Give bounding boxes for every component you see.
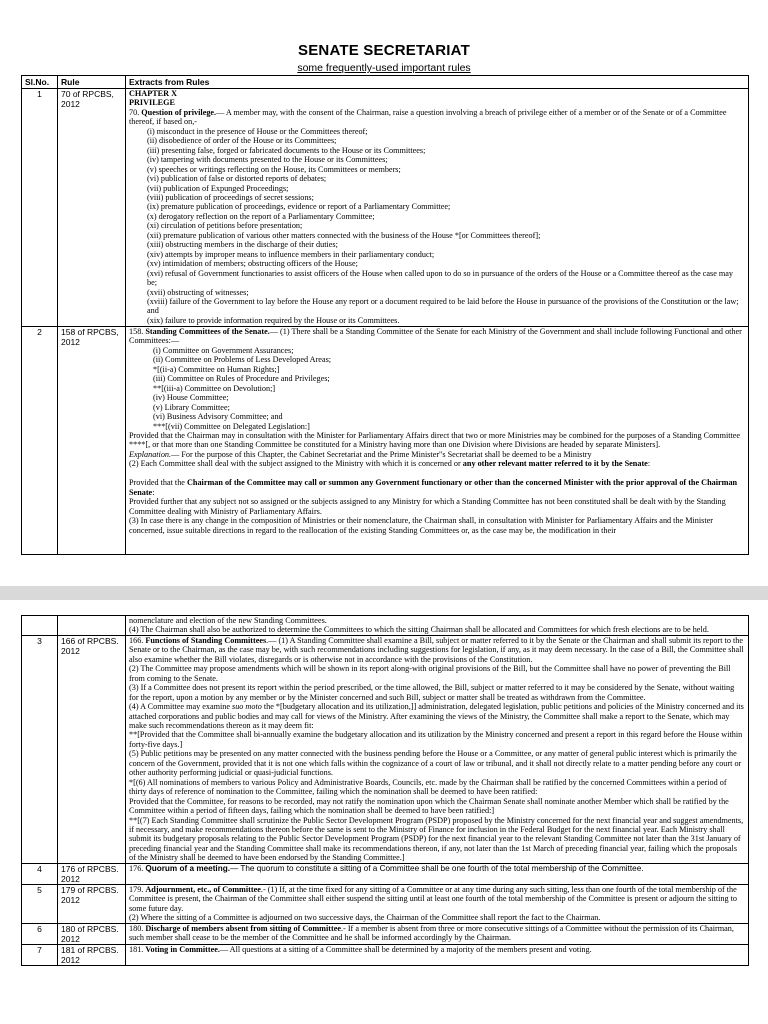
proviso-paragraph: Provided that the Chairman of the Committee may call or summon any Government functionary or other than the concerned Minister with the prior approval of the Chairman Senate: bbox=[129, 478, 738, 497]
subrule-paragraph: *[(6) All nominations of members to various Policy and Administrative Boards, Councils, etc. made by the Chairman shall be ratified by the concerned Committees within a period of thirty days of reference of nomination to the Committee, failing which the nomination shall be deemed to have been ratified: bbox=[129, 777, 727, 797]
rule-extract bbox=[126, 863, 749, 884]
table-row bbox=[22, 923, 749, 944]
table-header-row bbox=[22, 76, 749, 89]
rule-extract bbox=[126, 944, 749, 965]
rule-paragraph: 180. Discharge of members absent from sitting of Committee.- If a member is absent from three or more consecutive sittings of a Committee without the permission of its Chairman, such member shall cease to be the member of the Committee and he shall be informed accordingly by the Chairman. bbox=[129, 923, 734, 943]
list-item: (i) Committee on Government Assurances; bbox=[153, 345, 294, 355]
list-item: (viii) publication of proceedings of secret sessions; bbox=[147, 192, 314, 202]
rule-reference: 179 of RPCBS. 2012 bbox=[58, 884, 126, 923]
list-item: (vi) publication of false or distorted reports of debates; bbox=[147, 174, 327, 184]
rule-paragraph: 176. Quorum of a meeting.— The quorum to constitute a sitting of a Committee shall be one fourth of the total membership of the Committee. bbox=[129, 863, 644, 873]
proviso-paragraph: Provided that the Chairman may in consultation with the Minister for Parliamentary Affairs direct that two or more Ministries may be combined for the purposes of a Standing Committee ****[, or that more than one Standing Committee be constituted for a Ministry having more than one Division where Divisions are headed by separate Ministers]. bbox=[129, 430, 741, 450]
list-item: *[(ii-a) Committee on Human Rights;] bbox=[153, 364, 280, 374]
rule-heading: Functions of Standing Committees bbox=[145, 635, 267, 645]
rule-heading: Voting in Committee. bbox=[145, 944, 220, 954]
list-item: (ii) Committee on Problems of Less Developed Areas; bbox=[153, 355, 332, 365]
rule-reference: 180 of RPCBS. 2012 bbox=[58, 923, 126, 944]
subrule-paragraph: (5) Public petitions may be presented on any matter connected with the business pending before the House or a Committee, or any matter of general public interest which is primarily the concern of the Government, provided that it is not one which falls within the cognizance of a court of law or tribunal, and it shall not directly relate to a matter pending before any court or other authority performing judicial or quasi-judicial functions. bbox=[129, 749, 742, 778]
subrule-paragraph: (2) The Committee may propose amendments which will be shown in its report along-with original provisions of the Bill, but the Committee shall have no power of preventing the Bill from coming to the Senate. bbox=[129, 664, 731, 683]
row-number: 5 bbox=[22, 884, 58, 923]
row-number: 6 bbox=[22, 923, 58, 944]
rules-table-continued bbox=[21, 615, 749, 966]
chapter-heading: CHAPTER X bbox=[129, 89, 177, 98]
list-item: (x) derogatory reflection on the report of a Parliamentary Committee; bbox=[147, 211, 375, 221]
table-row bbox=[22, 635, 749, 863]
table-row bbox=[22, 884, 749, 923]
list-item: (xiv) attempts by improper means to influence members in their parliamentary conduct; bbox=[147, 249, 435, 259]
table-row bbox=[22, 944, 749, 965]
rule-extract bbox=[126, 884, 749, 923]
subrule-paragraph: (3) If a Committee does not present its report within the period prescribed, or the time allowed, the Bill, subject or matter referred to it may be considered by the Senate, without waiting for the report, upon a motion by any member or by the Minister concerned and such Bill, subject or matter shall be treated as withdrawn from the Committee. bbox=[129, 683, 735, 702]
rules-table bbox=[21, 75, 749, 555]
list-item: (ii) disobedience of order of the House or its Committees; bbox=[147, 136, 337, 146]
list-item: (xi) circulation of petitions before presentation; bbox=[147, 221, 303, 231]
list-item: (xix) failure to provide information required by the House or its Committees. bbox=[147, 315, 400, 325]
rule-reference: 166 of RPCBS. 2012 bbox=[58, 635, 126, 863]
rule-reference: 70 of RPCBS, 2012 bbox=[58, 89, 126, 327]
rule-reference: 176 of RPCBS. 2012 bbox=[58, 863, 126, 884]
list-item: (iii) presenting false, forged or fabricated documents to the House or its Committees; bbox=[147, 145, 426, 155]
row-number: 4 bbox=[22, 863, 58, 884]
rule-heading: Standing Committees of the Senate. bbox=[145, 327, 270, 336]
subrule-paragraph: (3) In case there is any change in the composition of Ministries or their nomenclature, the Chairman shall, in consultation with Minister for Parliamentary Affairs and the Minister concerned, issue suitable directions in regard to the reallocation of the existing Standing Committees or, as the case may be, the modification in their bbox=[129, 516, 713, 535]
rule-extract bbox=[126, 616, 749, 636]
subrule-paragraph: (4) A Committee may examine suo moto the *[budgetary allocation and its utilization,]] administration, delegated legislation, public petitions and policies of the Ministry concerned and its attached corporations and public bodies and may call for views of the Ministry. After examining the views of the Ministry, the Committee shall make a report to the Senate, which may make such recommendations thereon as it may deem fit: bbox=[129, 702, 744, 730]
list-item: (xiii) obstructing members in the discharge of their duties; bbox=[147, 240, 338, 250]
column-header-rule: Rule bbox=[58, 76, 126, 89]
list-item: (i) misconduct in the presence of House or the Committees thereof; bbox=[147, 126, 368, 136]
row-number: 1 bbox=[22, 89, 58, 327]
rule-paragraph: 181. Voting in Committee.— All questions at a sitting of a Committee shall be determined by a majority of the members present and voting. bbox=[129, 944, 592, 954]
row-number: 2 bbox=[22, 327, 58, 555]
table-row bbox=[22, 863, 749, 884]
proviso-paragraph: Provided that the Committee, for reasons to be recorded, may not ratify the nomination upon which the Chairman Senate shall nominate another Member which shall be ratified by the Committee within a period of fifteen days, failing which the nomination shall be deemed to have been ratified:] bbox=[129, 796, 729, 816]
list-item: (v) speeches or writings reflecting on the House, its Committees or members; bbox=[147, 164, 401, 174]
explanation-paragraph: Explanation.— For the purpose of this Chapter, the Cabinet Secretariat and the Prime Minister"s Secretariat shall be deemed to be a Ministry bbox=[129, 449, 592, 459]
subrule-paragraph: (2) Each Committee shall deal with the subject assigned to the Ministry with which it is concerned or any other relevant matter referred to it by the Senate: bbox=[129, 459, 651, 469]
rule-paragraph: 158. Standing Committees of the Senate.— (1) There shall be a Standing Committee of the Senate for each Ministry of the Government and shall include following Functional and other Committees:— bbox=[129, 327, 742, 346]
rule-reference: 181 of RPCBS. 2012 bbox=[58, 944, 126, 965]
column-header-slno: Sl.No. bbox=[22, 76, 58, 89]
rule-heading: Discharge of members absent from sitting of Committee bbox=[145, 923, 341, 933]
column-header-extracts: Extracts from Rules bbox=[126, 76, 749, 89]
list-item: (vi) Business Advisory Committee; and bbox=[153, 412, 283, 422]
proviso-paragraph: Provided further that any subject not so assigned or the subjects assigned to any Ministry for which a Standing Committee has not been constituted shall be dealt with by the Standing Committee dealing with Ministry of Parliamentary Affairs. bbox=[129, 497, 726, 516]
list-item: (v) Library Committee; bbox=[153, 402, 230, 412]
rule-paragraph: 70. Question of privilege.— A member may, with the consent of the Chairman, raise a question involving a breach of privilege either of a member or of the Senate or of a Committee thereof, if based on,- bbox=[129, 107, 727, 127]
document-page-2 bbox=[0, 600, 768, 1024]
subrule-paragraph: (4) The Chairman shall also be authorized to determine the Committees to which the sitting Chairman shall be allocated and Committees for which fresh elections are to be held. bbox=[129, 625, 709, 635]
chapter-part: PRIVILEGE bbox=[129, 98, 175, 108]
list-item: **[(iii-a) Committee on Devolution;] bbox=[153, 383, 276, 393]
rule-paragraph: 179. Adjournment, etc., of Committee.- (1) If, at the time fixed for any sitting of a Committee or at any time during any such sitting, less than one fourth of the total membership of the Committee is present, the Chairman of the Committee shall either suspend the sitting until at least one fourth of the total membership of the Committee is present or adjourn the sitting to some future day. bbox=[129, 884, 738, 913]
list-item: (iv) House Committee; bbox=[153, 393, 229, 403]
table-row bbox=[22, 89, 749, 327]
row-number: 7 bbox=[22, 944, 58, 965]
rule-heading: Adjournment, etc., of Committee bbox=[145, 884, 261, 894]
list-item: (xviii) failure of the Government to lay before the House any report or a document required to be laid before the House in pursuance of the provisions of the Constitution or the law; and bbox=[147, 296, 739, 316]
rule-heading: Quorum of a meeting. bbox=[145, 863, 230, 873]
list-item: (vii) publication of Expunged Proceedings; bbox=[147, 183, 289, 193]
subrule-paragraph: (2) Where the sitting of a Committee is adjourned on two successive days, the Chairman of the Committee shall report the fact to the Chairman. bbox=[129, 913, 601, 923]
continued-paragraph: nomenclature and election of the new Standing Committees. bbox=[129, 616, 327, 625]
list-item: (iv) tampering with documents presented to the House or its Committees; bbox=[147, 155, 388, 165]
rule-extract bbox=[126, 327, 749, 555]
subrule-paragraph: **[(7) Each Standing Committee shall scrutinize the Public Sector Development Program (PSDP) proposed by the Ministry concerned for the next financial year and suggest amendments, if necessary, and make recommendations thereon before the same is sent to the Ministry of Finance for inclusion in the Federal Budget for the next financial year. Each Ministry shall submit its budgetary proposals relating to the Public Sector Development Program (PSDP) for the next financial year to the relevant Standing Committee not later than the 31st January of preceding financial year and the Standing Committee shall make its recommendations thereon, if any, not later than the 1st March of preceding financial year, failing which the proposals of the Ministry shall be deemed to have been endorsed by the Standing Committee.] bbox=[129, 815, 744, 863]
rule-extract bbox=[126, 635, 749, 863]
list-item: (xvii) obstructing of witnesses; bbox=[147, 287, 249, 297]
rule-extract bbox=[126, 923, 749, 944]
list-item: (xvi) refusal of Government functionaries to assist officers of the House when called upon to do so in pursuance of the orders of the House or a Committee thereof as the case may be; bbox=[147, 268, 733, 288]
table-row bbox=[22, 327, 749, 555]
table-row bbox=[22, 616, 749, 636]
row-number: 3 bbox=[22, 635, 58, 863]
rule-extract bbox=[126, 89, 749, 327]
proviso-paragraph: **[Provided that the Committee shall bi-annually examine the budgetary allocation and its utilization by the Ministry concerned and present a report in this regard before the House within forty-five days.] bbox=[129, 730, 743, 749]
page-subtitle: some frequently-used important rules bbox=[297, 62, 471, 74]
rule-paragraph: 166. Functions of Standing Committees.— (1) A Standing Committee shall examine a Bill, subject or matter referred to it by the Senate or the Chairman and shall submit its report to the Senate or to the Chairman, as the case may be, with such recommendations including suggestions for legislation, if any, as it may deem necessary. In the case of a Bill, the Committee shall also examine whether the Bill violates, disregards or is otherwise not in accordance with the provisions of the Constitution. bbox=[129, 635, 744, 664]
rule-heading: Question of privilege. bbox=[141, 107, 217, 117]
list-item: (ix) premature publication of proceedings, evidence or report of a Parliamentary Committee; bbox=[147, 202, 451, 212]
list-item: (xii) premature publication of various other matters connected with the business of the House *[or Committees thereof]; bbox=[147, 230, 541, 240]
page-title: SENATE SECRETARIAT bbox=[298, 42, 470, 59]
rule-reference: 158 of RPCBS, 2012 bbox=[58, 327, 126, 555]
list-item: (xv) intimidation of members; obstructing officers of the House; bbox=[147, 259, 358, 269]
list-item: (iii) Committee on Rules of Procedure and Privileges; bbox=[153, 374, 330, 384]
list-item: ***[(vii) Committee on Delegated Legislation:] bbox=[153, 421, 310, 431]
